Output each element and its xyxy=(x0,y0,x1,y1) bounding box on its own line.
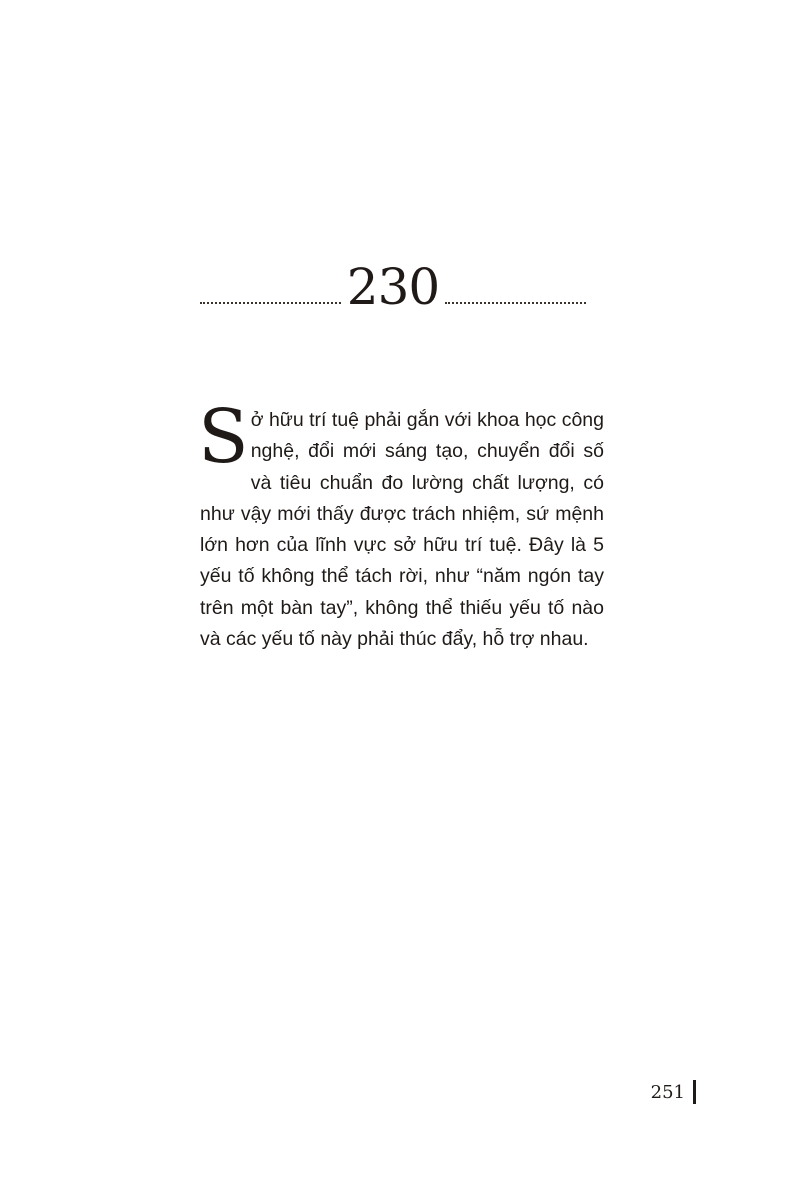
page-number: 251 xyxy=(650,1081,685,1103)
drop-cap: S xyxy=(198,394,249,480)
page-footer xyxy=(651,1080,696,1104)
body-paragraph xyxy=(198,394,604,655)
left-dotted-leader xyxy=(200,302,341,304)
paragraph-text: ở hữu trí tuệ phải gắn với khoa học công nghệ, đổi mới sáng tạo, chuyển đổi số và tiêu chuẩn đo lường chất lượng, có như vậy mới thấy được trách nhiệm, sứ mệnh lớn hơn của lĩnh vực sở hữu trí tuệ. Đây là 5 yếu tố không thể tách rời, như “năm ngón tay trên một bàn tay”, không thể thiếu yếu tố nào và các yếu tố này phải thúc đẩy, hỗ trợ nhau. xyxy=(200,409,604,651)
chapter-number: 230 xyxy=(346,258,440,316)
right-dotted-leader xyxy=(445,302,586,304)
chapter-heading xyxy=(200,250,586,316)
page-number-bar xyxy=(693,1080,696,1104)
